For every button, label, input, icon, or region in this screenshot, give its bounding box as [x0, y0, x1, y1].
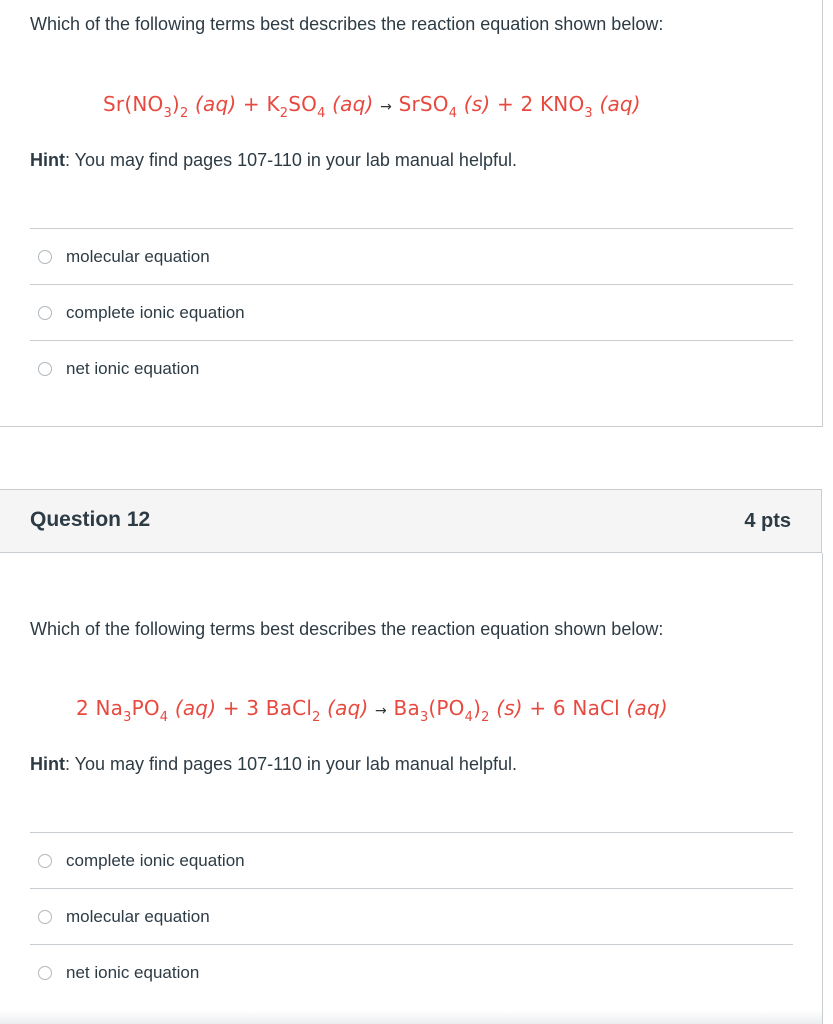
answer-label: molecular equation	[66, 246, 210, 266]
radio-button[interactable]	[38, 362, 52, 376]
answer-option[interactable]	[30, 228, 793, 284]
arrow-icon: →	[380, 99, 392, 115]
radio-button[interactable]	[38, 306, 52, 320]
answer-label: complete ionic equation	[66, 850, 245, 870]
answer-option[interactable]	[30, 944, 793, 1000]
answer-list	[30, 832, 793, 1000]
reaction-equation: $Sr(NO_3)_2$ $(aq) + K_2SO_4$ (aq) → SrSO$_4$ (s) + 2 $KNO_3$ (aq)	[103, 92, 641, 121]
answer-label: net ionic equation	[66, 358, 200, 378]
bottom-shadow	[0, 1010, 822, 1024]
question-header	[0, 489, 822, 553]
answer-option[interactable]	[30, 888, 793, 944]
radio-button[interactable]	[38, 250, 52, 264]
question-text: Which of the following terms best describes the reaction equation shown below:	[30, 14, 664, 34]
arrow-icon: →	[375, 703, 387, 719]
answer-list	[30, 228, 793, 396]
question-points: 4 pts	[744, 510, 791, 532]
answer-label: molecular equation	[66, 906, 210, 926]
question-title: Question 12	[30, 508, 151, 531]
answer-option[interactable]	[30, 340, 793, 396]
answer-label: net ionic equation	[66, 962, 200, 982]
question-11-body	[0, 0, 823, 427]
hint-text: Hint: You may find pages 107-110 in your lab manual helpful.	[30, 150, 517, 170]
reaction-equation: 2 $Na_3PO_4$ (aq) + 3 BaCl$_2$ $(aq) \to Ba_3(PO_4)_2$ (s) + 6 NaCl (aq)	[76, 696, 668, 725]
answer-option[interactable]	[30, 284, 793, 340]
radio-button[interactable]	[38, 966, 52, 980]
question-12-body	[0, 553, 823, 1024]
radio-button[interactable]	[38, 910, 52, 924]
radio-button[interactable]	[38, 854, 52, 868]
answer-option[interactable]	[30, 832, 793, 888]
question-text: Which of the following terms best describes the reaction equation shown below:	[30, 619, 664, 639]
answer-label: complete ionic equation	[66, 302, 245, 322]
hint-text: Hint: You may find pages 107-110 in your lab manual helpful.	[30, 754, 517, 774]
